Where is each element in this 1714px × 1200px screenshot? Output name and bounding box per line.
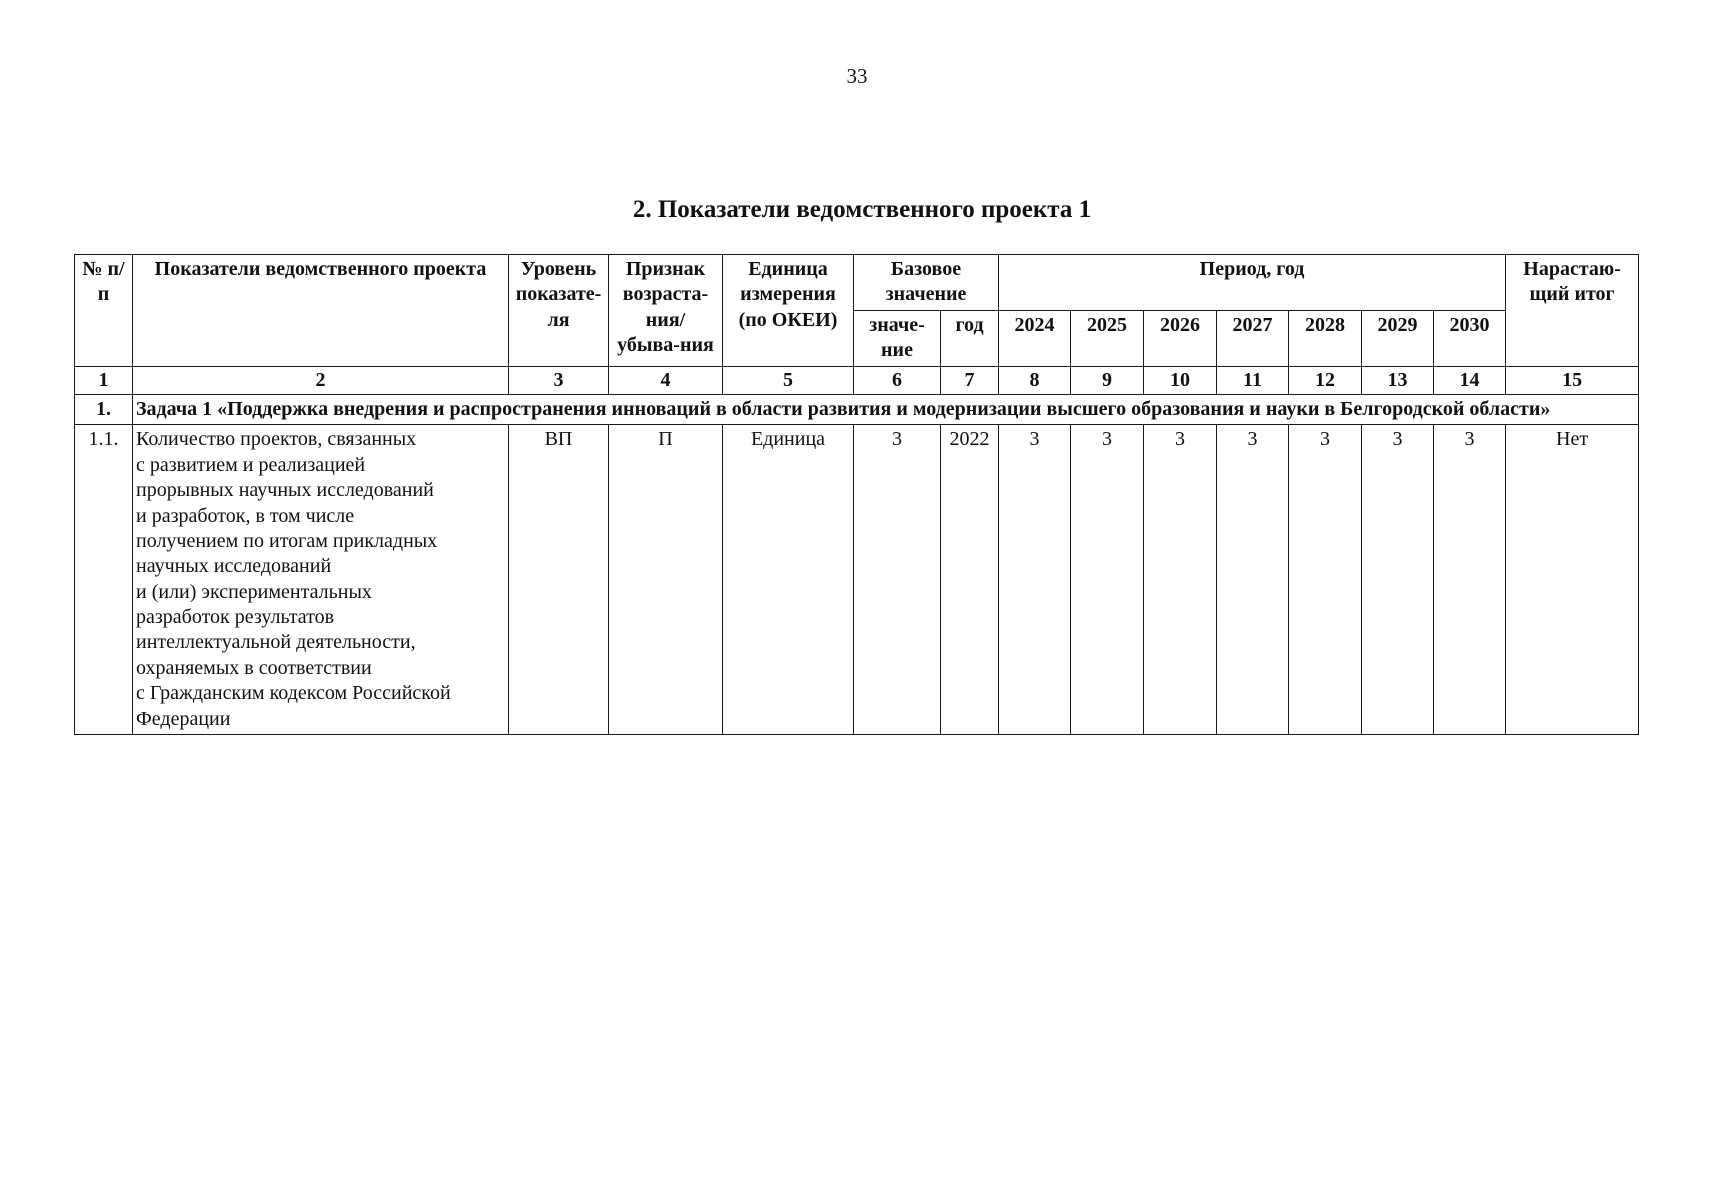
page-title: 2. Показатели ведомственного проекта 1 <box>632 196 1092 223</box>
column-number: 7 <box>941 366 999 394</box>
cumulative-cell: Нет <box>1506 425 1639 735</box>
column-number: 2 <box>133 366 509 394</box>
column-number: 4 <box>609 366 723 394</box>
header-year: 2027 <box>1217 310 1289 366</box>
header-period: Период, год <box>999 255 1506 311</box>
task-text: Задача 1 «Поддержка внедрения и распространения инноваций в области развития и модернизации высшего образования и науки в Белгородской области» <box>133 394 1639 424</box>
indicator-name-line: прорывных научных исследований <box>136 479 434 502</box>
header-indicator: Показатели ведомственного проекта <box>133 255 509 367</box>
indicator-name-line: научных исследований <box>136 555 332 578</box>
year-value-cell: 3 <box>999 425 1071 735</box>
header-year: 2028 <box>1289 310 1362 366</box>
task-row <box>75 394 1639 424</box>
page-number: 33 <box>846 64 868 88</box>
year-value-cell: 3 <box>1217 425 1289 735</box>
base-value-cell: 3 <box>854 425 941 735</box>
header-year: 2024 <box>999 310 1071 366</box>
indicator-name-line: Количество проектов, связанных <box>136 428 417 451</box>
indicator-name-line: интеллектуальной деятельности, <box>136 631 416 654</box>
unit-cell: Единица <box>723 425 854 735</box>
column-number: 15 <box>1506 366 1639 394</box>
task-num: 1. <box>75 394 133 424</box>
indicator-name-line: получением по итогам прикладных <box>136 529 438 552</box>
base-year-cell: 2022 <box>941 425 999 735</box>
indicators-table <box>74 254 1639 735</box>
header-year: 2025 <box>1071 310 1144 366</box>
table-row <box>75 425 1639 735</box>
indicator-name-line: Федерации <box>136 707 231 730</box>
level-cell: ВП <box>509 425 609 735</box>
column-number: 1 <box>75 366 133 394</box>
header-base: Базовое значение <box>854 255 999 311</box>
row-num: 1.1. <box>75 425 133 735</box>
header-num: № п/п <box>75 255 133 367</box>
header-row-1 <box>75 255 1639 311</box>
trend-cell: П <box>609 425 723 735</box>
column-number: 6 <box>854 366 941 394</box>
indicator-name-line: с Гражданским кодексом Российской <box>136 682 451 705</box>
indicator-name-line: разработок результатов <box>136 606 335 629</box>
column-number: 3 <box>509 366 609 394</box>
indicator-name-line: с развитием и реализацией <box>136 453 366 476</box>
indicator-name <box>133 425 509 735</box>
year-value-cell: 3 <box>1289 425 1362 735</box>
year-value-cell: 3 <box>1434 425 1506 735</box>
header-year: 2030 <box>1434 310 1506 366</box>
column-number: 13 <box>1362 366 1434 394</box>
header-base-year: год <box>941 310 999 366</box>
header-cumulative: Нарастаю-щий итог <box>1506 255 1639 367</box>
column-number: 14 <box>1434 366 1506 394</box>
header-base-value: значе-ние <box>854 310 941 366</box>
indicator-name-line: охраняемых в соответствии <box>136 656 372 679</box>
header-trend: Признак возраста-ния/ убыва-ния <box>609 255 723 367</box>
year-value-cell: 3 <box>1071 425 1144 735</box>
header-unit: Единица измерения (по ОКЕИ) <box>723 255 854 367</box>
year-value-cell: 3 <box>1362 425 1434 735</box>
indicator-name-line: и (или) экспериментальных <box>136 580 372 603</box>
header-year: 2026 <box>1144 310 1217 366</box>
header-year: 2029 <box>1362 310 1434 366</box>
column-number: 10 <box>1144 366 1217 394</box>
column-number: 12 <box>1289 366 1362 394</box>
indicator-name-line: и разработок, в том числе <box>136 504 355 527</box>
year-value-cell: 3 <box>1144 425 1217 735</box>
column-number: 9 <box>1071 366 1144 394</box>
column-number: 8 <box>999 366 1071 394</box>
header-level: Уровень показате-ля <box>509 255 609 367</box>
column-number: 5 <box>723 366 854 394</box>
column-number: 11 <box>1217 366 1289 394</box>
column-numbers-row <box>75 366 1639 394</box>
